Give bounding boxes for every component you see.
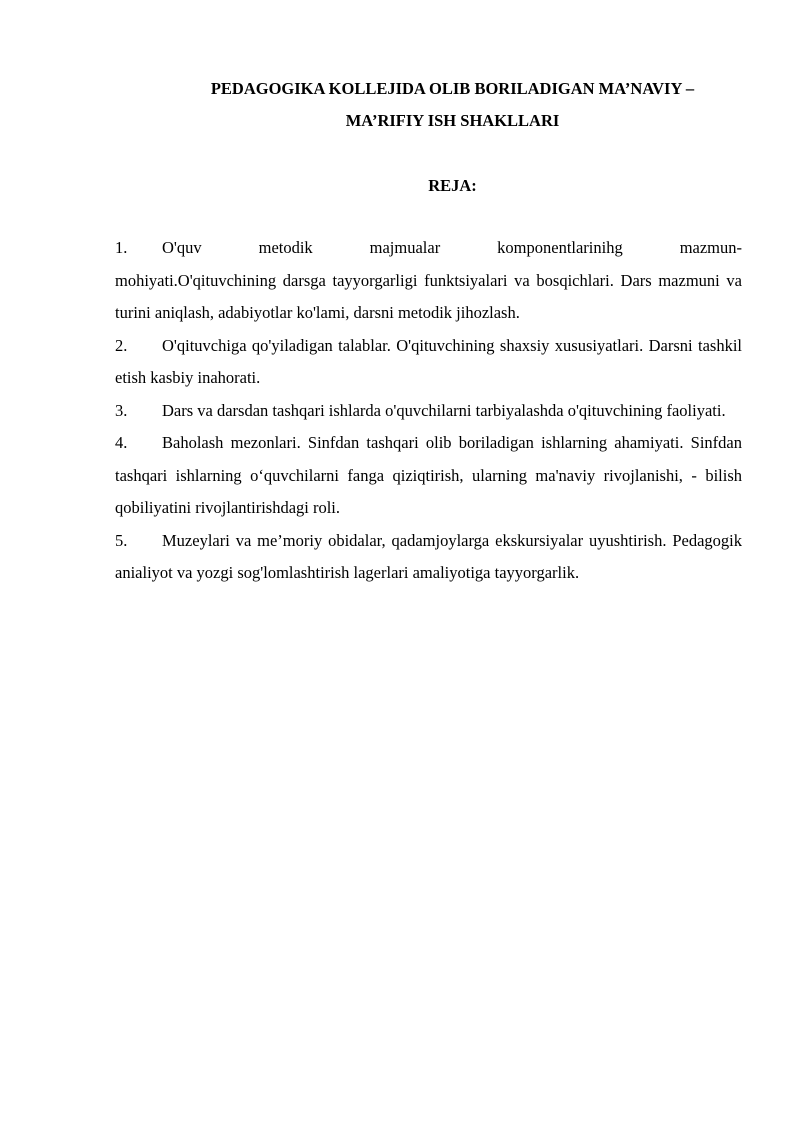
- plan-item-5: [115, 525, 742, 590]
- plan-item-2-text: O'qituvchiga qo'yiladigan talablar. O'qituvchining shaxsiy xususiyatlari. Darsni tashkil etish kasbiy inahorati.: [115, 335, 742, 387]
- plan-item-number: 1.: [115, 238, 128, 257]
- plan-item-1-first-line: [115, 232, 742, 265]
- plan-item-1-first-line-text: O'quv metodik majmualar komponentlarinihg mazmun-: [162, 238, 742, 257]
- plan-heading: REJA:: [428, 176, 477, 195]
- plan-item-3: [115, 395, 742, 428]
- plan-item-number: 2.: [115, 335, 128, 355]
- plan-item-1-text: mohiyati.O'qituvchining darsga tayyorgarligi funktsiyalari va bosqichlari. Dars mazmuni va turini aniqlash, adabiyotlar ko'lami, darsni metodik jihozlash.: [115, 270, 742, 322]
- plan-item-number: 5.: [115, 530, 128, 550]
- plan-list: [115, 232, 742, 590]
- plan-item-4: [115, 427, 742, 525]
- document-title-line-2: MA’RIFIY ISH SHAKLLARI: [345, 111, 560, 130]
- plan-item-1: [115, 232, 742, 330]
- plan-item-number: 3.: [115, 400, 128, 420]
- plan-item-5-text: Muzeylari va me’moriy obidalar, qadamjoylarga ekskursiyalar uyushtirish. Pedagogik anialiyot va yozgi sog'lomlashtirish lagerlari amaliyotiga tayyorgarlik.: [115, 530, 742, 582]
- document-title-line-1: PEDAGOGIKA KOLLEJIDA OLIB BORILADIGAN MA’NAVIY –: [210, 79, 695, 98]
- plan-item-2: [115, 330, 742, 395]
- plan-item-number: 4.: [115, 433, 128, 452]
- plan-item-3-text: Dars va darsdan tashqari ishlarda o'quvchilarni tarbiyalashda o'qituvchining faoliyati.: [162, 400, 726, 420]
- plan-item-4-text: Baholash mezonlari. Sinfdan tashqari olib boriladigan ishlarning ahamiyati. Sinfdan tashqari ishlarning o‘quvchilarni fanga qiziqtirish, ularning ma'naviy rivojlanishi, - bilish qobiliyatini rivojlantirishdagi roli.: [115, 433, 742, 517]
